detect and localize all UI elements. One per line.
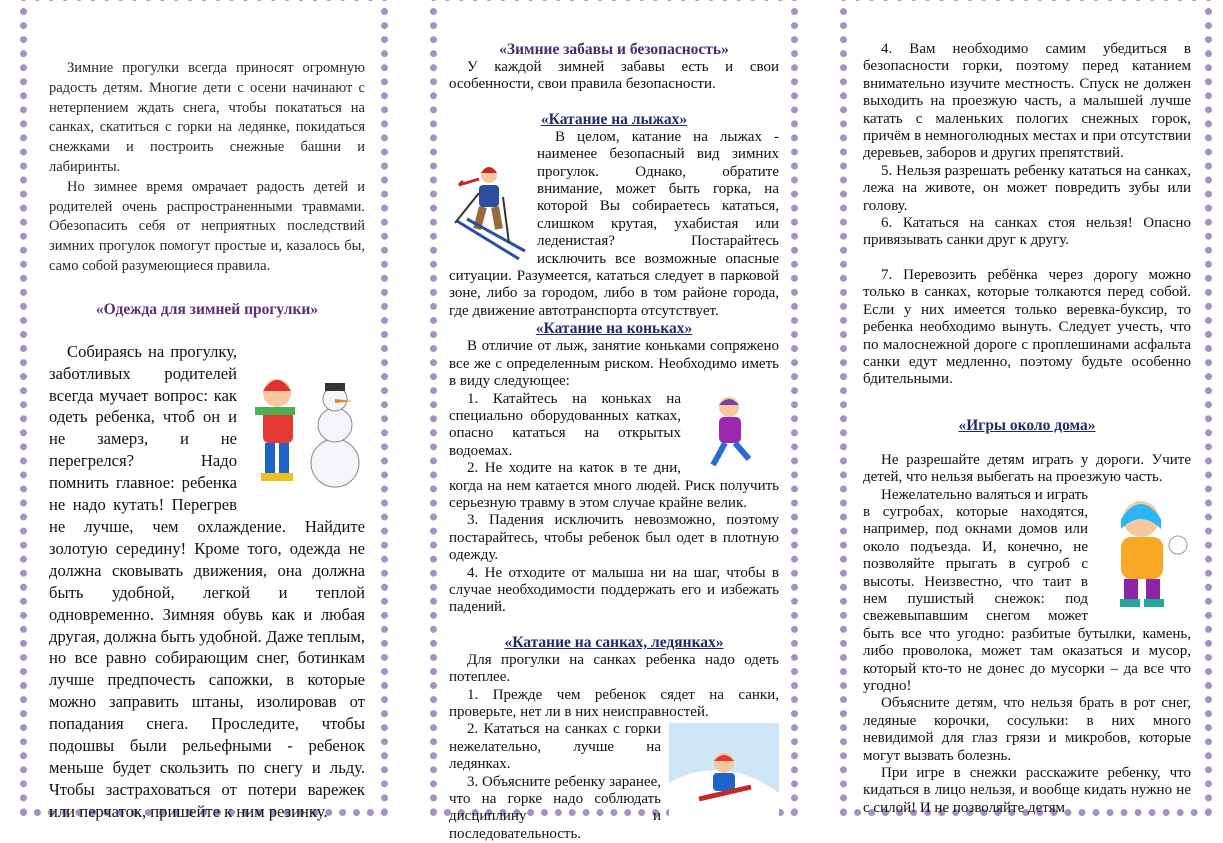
sledding-rule: 5. Нельзя разрешать ребенку кататься на санках, лежа на животе, он может повредить зубы или голову. [863, 162, 1191, 214]
panel-right [840, 0, 1212, 816]
clothing-text: Собираясь на прогулку, заботливых родителей всегда мучает вопрос: как одеть ребенка, чтоб он и не замерз, и не перегрелся? Надо помнить главное: ребенка не надо кутать! Перегрев не лучше, чем охлаждение. Найдите золотую середину! Кроме того, одежда не должна сковывать движения, она должна быть удобной, легкой и теплой одновременно. Зимняя обувь как и любая другая, должна быть удобной. Даже теплым, но все равно собирающим снег, ботинкам лучше предпочесть сапожки, в которые можно заправить штаны, изолировав от попадания снега. Проследите, чтобы подошвы были рельефными - ребенок меньше будет скользить по снегу и льду. Чтобы застраховаться от потери варежек или перчаток, пришейте к ним резинку. [49, 341, 365, 821]
sledding-heading: «Катание на санках, ледянках» [504, 633, 724, 651]
skier-illustration [449, 163, 529, 263]
intro-paragraph: Но зимнее время омрачает радость детей и родителей очень распространенными травмами. Обезопасить себя от неприятных последствий зимних прогулок помогут простые и, казалось бы, само собой разумеющиеся правила. [49, 178, 365, 274]
skating-item: В отличие от лыж, занятие коньками сопряжено все же с определенным риском. Необходимо иметь в виду следующее: [449, 338, 779, 390]
skiing-text: В целом, катание на лыжах - наименее безопасный вид зимних прогулок. Однако, обратите внимание, может быть горка, на которой Вы собираетесь кататься, слишком крутая, ухабистая или леденистая? Постарайтесь исключить все возможные опасные ситуации. Разумеется, кататься следует в парковой зоне, либо за городом, либо в том районе города, где движение автотранспорта отсутствует. [449, 128, 779, 319]
games-item: Объясните детям, что нельзя брать в рот снег, ледяные корочки, сосульки: в них много невидимой для глаз грязи и микробов, которые могут вызвать болезнь. [863, 695, 1191, 764]
games-item: При игре в снежки расскажите ребенку, что кидаться в лицо нельзя, и вообще кидать нужно не с силой! И не позволяйте детям [863, 765, 1191, 816]
panel-left [20, 0, 388, 821]
panel-middle [430, 0, 798, 842]
sledding-rule: 7. Перевозить ребёнка через дорогу можно только в санках, которые толкаются перед собой. Если у них имеется только веревка-буксир, то ребенка необходимо вынуть. Следует учесть, что по малоснежной дороге с проплешинами асфальта санки едут медленно, поэтому будьте особенно бдительными. [863, 266, 1191, 388]
sledding-item: 3. Объясните ребенку заранее, что на горке надо соблюдать дисциплину и последовательность. [449, 773, 661, 842]
intro-paragraph: Зимние прогулки всегда приносят огромную радость детям. Многие дети с осени начинают с нетерпением ждать снега, чтобы покататься на санках, скатиться с горки на ледянке, покидаться снежками и построить снежные башни и лабиринты. [49, 60, 365, 175]
child-snowball-illustration [1096, 489, 1191, 609]
skater-illustration [689, 393, 779, 473]
skating-item: 1. Катайтесь на коньках на специально оборудованных катках, опасно кататься на открытых водоемах. [449, 390, 681, 459]
skiing-heading: «Катание на лыжах» [540, 110, 688, 128]
sledding-rule: 4. Вам необходимо самим убедиться в безопасности горки, поэтому перед катанием внимательно изучите местность. Спуск не должен выходить на проезжую часть, а малышей лучше катать с маленьких пологих снежных горок, причём в немноголюдных местах и при отсутствии деревьев, заборов и других препятствий. [863, 41, 1191, 162]
sledding-item: Для прогулки на санках ребенка надо одеть потеплее. [449, 651, 779, 686]
games-item: Не разрешайте детям играть у дороги. Учите детей, что нельзя выбегать на проезжую часть. [863, 451, 1191, 486]
skating-item: 2. Не ходите на каток в те дни, когда на нем катается много людей. Риск получить серьезную травму в этом случае крайне велик. [449, 460, 779, 511]
skating-item: 3. Падения исключить невозможно, поэтому постарайтесь, чтобы ребенок был одет в плотную одежду. [449, 512, 779, 564]
skating-heading: «Катание на коньках» [535, 320, 693, 338]
games-heading: «Игры около дома» [958, 416, 1096, 434]
sledding-rule: 6. Кататься на санках стоя нельзя! Опасно привязывать санки друг к другу. [863, 215, 1191, 249]
sledding-item: 2. Кататься на санках с горки нежелательно, лучше на ледянках. [449, 721, 661, 773]
clothing-heading: «Одежда для зимней прогулки» [95, 300, 319, 318]
sledding-illustration [669, 723, 779, 818]
winter-fun-intro: У каждой зимней забавы есть и свои особенности, свои правила безопасности. [449, 59, 779, 93]
skating-item: 4. Не отходите от малыша ни на шаг, чтобы в случае необходимости поддержать его и избежать падений. [449, 564, 779, 616]
sledding-item: 1. Прежде чем ребенок сядет на санки, проверьте, нет ли в них неисправностей. [449, 686, 779, 720]
games-item: Нежелательно валяться и играть в сугробах, которые находятся, например, под окнами домов или около подъезда. И, конечно, не позволяйте прыгать в сугроб с высоты. Неизвестно, что таит в нем пушистый снежок: под свежевыпавшим снегом может быть все что угодно: разбитые бутылки, камень, либо проволока, может там оказаться и мусор, который кто-то не донес до мусорки – да все что угодно! [863, 486, 1191, 694]
child-snowman-illustration [245, 363, 365, 493]
winter-fun-title: «Зимние забавы и безопасность» [499, 41, 729, 58]
